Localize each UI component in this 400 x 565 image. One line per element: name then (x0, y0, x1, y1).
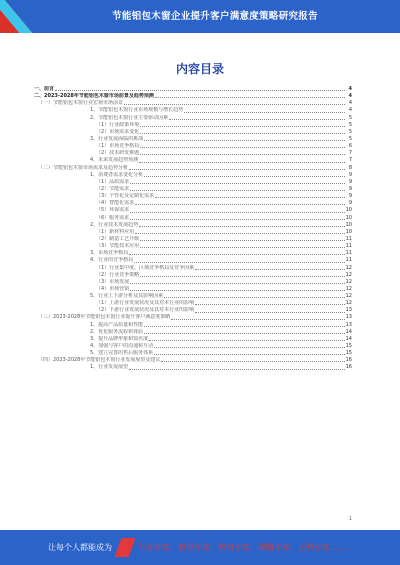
toc-leader-dots (130, 182, 345, 184)
toc-entry[interactable] (34, 150, 352, 157)
toc-entry-page: 5 (348, 128, 352, 135)
toc-entry-page: 4 (348, 85, 352, 92)
toc-leader-dots (154, 346, 344, 348)
toc-entry-page: 9 (348, 171, 352, 178)
toc-entry-label: （1）市场竞争格局 (96, 143, 140, 150)
toc-entry-page: 15 (345, 350, 352, 357)
footer-slogan: 让每个人都能成为 (48, 543, 112, 552)
toc-leader-dots (169, 118, 345, 120)
toc-entry-page: 5 (348, 114, 352, 121)
toc-entry[interactable] (34, 307, 352, 314)
toc-leader-dots (55, 89, 345, 91)
toc-entry[interactable] (34, 357, 352, 364)
toc-entry-page: 4 (348, 100, 352, 107)
toc-entry-page: 9 (348, 200, 352, 207)
toc-entry-label: （四）2023-2028年节能铝包木窗行业发展展望及建议 (38, 357, 161, 364)
toc-entry-label: 1、消费者需求变化分析 (90, 171, 144, 178)
toc-entry[interactable] (34, 257, 352, 264)
toc-leader-dots (140, 125, 345, 127)
toc-entry[interactable] (34, 265, 352, 272)
toc-leader-dots (144, 139, 345, 141)
toc-leader-dots (149, 339, 344, 341)
toc-entry-page: 12 (345, 278, 352, 285)
toc-entry[interactable] (34, 243, 352, 250)
toc-entry-page: 4 (348, 107, 352, 114)
toc-leader-dots (140, 246, 344, 248)
toc-entry-page: 8 (348, 164, 352, 171)
toc-entry[interactable] (34, 222, 352, 229)
toc-entry-label: 5、行业上下游分析及其影响因素 (90, 293, 164, 300)
table-of-contents (34, 86, 352, 372)
toc-entry-page: 11 (345, 257, 352, 264)
toc-leader-dots (154, 353, 344, 355)
toc-entry-page: 14 (345, 335, 352, 342)
toc-entry[interactable] (34, 336, 352, 343)
toc-entry[interactable] (34, 322, 352, 329)
toc-entry-page: 6 (348, 143, 352, 150)
toc-entry-page: 12 (345, 271, 352, 278)
toc-entry-page: 12 (345, 293, 352, 300)
toc-entry-page: 10 (345, 221, 352, 228)
toc-entry-label: 2、行业技术发展趋势 (90, 221, 139, 228)
toc-entry[interactable] (34, 193, 352, 200)
toc-entry[interactable] (34, 86, 352, 93)
toc-entry-label: （5）环保需求 (96, 207, 130, 214)
footer-separator (115, 538, 136, 557)
toc-leader-dots (130, 189, 345, 191)
toc-heading: 内容目录 (175, 62, 224, 76)
toc-entry-label: 2、节能铝包木窗行业主要驱动因素 (90, 114, 169, 121)
toc-entry-page: 12 (345, 300, 352, 307)
toc-entry[interactable] (34, 129, 352, 136)
toc-entry-label: （1）行业集中度、区域竞争格局及竞争因素 (96, 264, 195, 271)
toc-leader-dots (155, 196, 345, 198)
toc-leader-dots (184, 111, 345, 113)
toc-entry-page: 7 (348, 157, 352, 164)
toc-entry-page: 10 (345, 228, 352, 235)
toc-leader-dots (144, 325, 344, 327)
toc-entry-page: 16 (345, 364, 352, 371)
toc-entry-page: 13 (345, 321, 352, 328)
toc-entry[interactable] (34, 279, 352, 286)
toc-entry[interactable] (34, 122, 352, 129)
toc-entry-label: （2）下游行业发展状况及其对本行业的影响 (96, 307, 195, 314)
toc-entry[interactable] (34, 179, 352, 186)
toc-leader-dots (140, 146, 345, 148)
toc-leader-dots (195, 268, 344, 270)
toc-entry-label: 3、提升品牌形象和知名度 (90, 335, 149, 342)
toc-entry-page: 12 (345, 285, 352, 292)
toc-entry-label: 2、优化服务流程和体验 (90, 328, 144, 335)
toc-entry-label: 4、加强与客户的沟通和互动 (90, 343, 154, 350)
toc-leader-dots (135, 203, 345, 205)
toc-entry[interactable] (34, 143, 352, 150)
toc-leader-dots (139, 225, 344, 227)
toc-entry-label: （3）市场发展 (96, 278, 130, 285)
toc-entry-label: 1、节能铝包木窗行业市场规模与增长趋势 (90, 107, 184, 114)
toc-entry-label: （2）技术研发难题 (96, 150, 140, 157)
toc-entry[interactable] (34, 115, 352, 122)
toc-entry[interactable] (34, 93, 352, 100)
toc-leader-dots (195, 311, 344, 313)
toc-entry-page: 13 (345, 314, 352, 321)
toc-leader-dots (130, 211, 344, 213)
toc-entry[interactable] (34, 315, 352, 322)
toc-entry[interactable] (34, 186, 352, 193)
toc-entry-label: 1、行业发展展望 (90, 364, 129, 371)
toc-entry-page: 11 (345, 235, 352, 242)
toc-entry-label: 1、提高产品质量和性能 (90, 321, 144, 328)
toc-entry-page: 9 (348, 193, 352, 200)
toc-leader-dots (129, 253, 344, 255)
toc-entry-page: 16 (345, 357, 352, 364)
toc-entry-label: 二、2023-2028年节能铝包木窗市场前景及趋势预测 (34, 93, 154, 100)
toc-entry-label: 4、未来发展趋势预测 (90, 157, 139, 164)
toc-entry-label: （2）行业竞争策略 (96, 271, 140, 278)
toc-leader-dots (171, 318, 344, 320)
toc-entry-page: 14 (345, 328, 352, 335)
toc-entry[interactable] (34, 229, 352, 236)
toc-entry-page: 5 (348, 121, 352, 128)
toc-leader-dots (129, 168, 345, 170)
toc-leader-dots (130, 218, 344, 220)
toc-entry-label: 一、前言 (34, 85, 55, 92)
toc-entry[interactable] (34, 364, 352, 371)
toc-entry-label: （4）智能化需求 (96, 200, 135, 207)
toc-leader-dots (140, 153, 345, 155)
toc-entry-label: 5、建立完善的售后服务体系 (90, 350, 154, 357)
toc-entry-label: （一）节能铝包木窗行业宏观市场前景 (38, 100, 124, 107)
toc-leader-dots (161, 360, 344, 362)
toc-entry-label: （1）行业政策环境 (96, 121, 140, 128)
toc-entry-label: （3）节能技术应用 (96, 243, 140, 250)
toc-entry[interactable] (34, 157, 352, 164)
toc-entry-page: 5 (348, 135, 352, 142)
toc-entry-label: （3）个性化及定制化需求 (96, 193, 155, 200)
toc-entry-label: （二）节能铝包木窗市场需求及趋势分析 (38, 164, 129, 171)
toc-entry[interactable] (34, 272, 352, 279)
toc-entry-page: 15 (345, 343, 352, 350)
toc-entry-page: 10 (345, 214, 352, 221)
toc-entry[interactable] (34, 165, 352, 172)
toc-entry[interactable] (34, 236, 352, 243)
toc-entry-label: （1）上游行业发展状况及其对本行业的影响 (96, 300, 195, 307)
toc-entry[interactable] (34, 107, 352, 114)
toc-entry[interactable] (34, 300, 352, 307)
footer-bar (0, 530, 400, 565)
toc-entry-label: （2）市场需求变化 (96, 128, 140, 135)
toc-entry-label: （6）服务需求 (96, 214, 130, 221)
toc-entry-label: 3、市场竞争格局 (90, 250, 129, 257)
toc-leader-dots (195, 303, 344, 305)
toc-leader-dots (134, 261, 344, 263)
toc-leader-dots (135, 232, 344, 234)
toc-entry-label: 3、行业发展面临的挑战 (90, 135, 144, 142)
toc-leader-dots (140, 239, 344, 241)
page-number: 1 (348, 516, 352, 522)
toc-leader-dots (130, 282, 344, 284)
toc-entry[interactable] (34, 329, 352, 336)
footer-tagline: 行业专家、管理专家、营销专家、战略专家、运营专家…… (138, 543, 346, 552)
toc-entry[interactable] (34, 293, 352, 300)
toc-leader-dots (124, 103, 345, 105)
toc-entry[interactable] (34, 215, 352, 222)
report-title: 节能铝包木窗企业提升客户满意度策略研究报告 (112, 11, 318, 22)
toc-entry[interactable] (34, 343, 352, 350)
toc-entry-label: （三）2023-2028年节能铝包木窗行业提升客户满意度策略 (38, 314, 171, 321)
toc-leader-dots (129, 368, 344, 370)
toc-leader-dots (130, 289, 344, 291)
toc-leader-dots (144, 332, 344, 334)
toc-entry[interactable] (34, 207, 352, 214)
toc-leader-dots (140, 132, 345, 134)
toc-entry[interactable] (34, 286, 352, 293)
toc-entry-label: 4、行业的竞争格局 (90, 257, 134, 264)
toc-leader-dots (144, 175, 345, 177)
toc-leader-dots (140, 275, 344, 277)
toc-entry-page: 12 (345, 264, 352, 271)
toc-leader-dots (164, 296, 344, 298)
toc-entry-page: 7 (348, 150, 352, 157)
toc-entry-label: （2）节能需求 (96, 185, 130, 192)
toc-entry-label: （4）市场营销 (96, 285, 130, 292)
toc-entry-page: 9 (348, 185, 352, 192)
toc-entry-page: 11 (345, 243, 352, 250)
toc-entry[interactable] (34, 250, 352, 257)
toc-leader-dots (139, 161, 345, 163)
header-corner-decoration (0, 0, 40, 33)
toc-entry[interactable] (34, 100, 352, 107)
toc-entry-page: 11 (345, 250, 352, 257)
toc-entry[interactable] (34, 136, 352, 143)
toc-entry-label: （2）制造工艺升级 (96, 235, 140, 242)
toc-entry-label: （1）品质需求 (96, 178, 130, 185)
toc-entry-page: 13 (345, 307, 352, 314)
toc-entry-page: 10 (345, 207, 352, 214)
header-bar (0, 0, 400, 33)
toc-leader-dots (155, 96, 345, 98)
toc-entry[interactable] (34, 350, 352, 357)
toc-entry[interactable] (34, 200, 352, 207)
toc-entry-label: （1）新材料应用 (96, 228, 135, 235)
toc-entry-page: 9 (348, 178, 352, 185)
toc-entry[interactable] (34, 172, 352, 179)
toc-entry-page: 4 (348, 93, 352, 100)
